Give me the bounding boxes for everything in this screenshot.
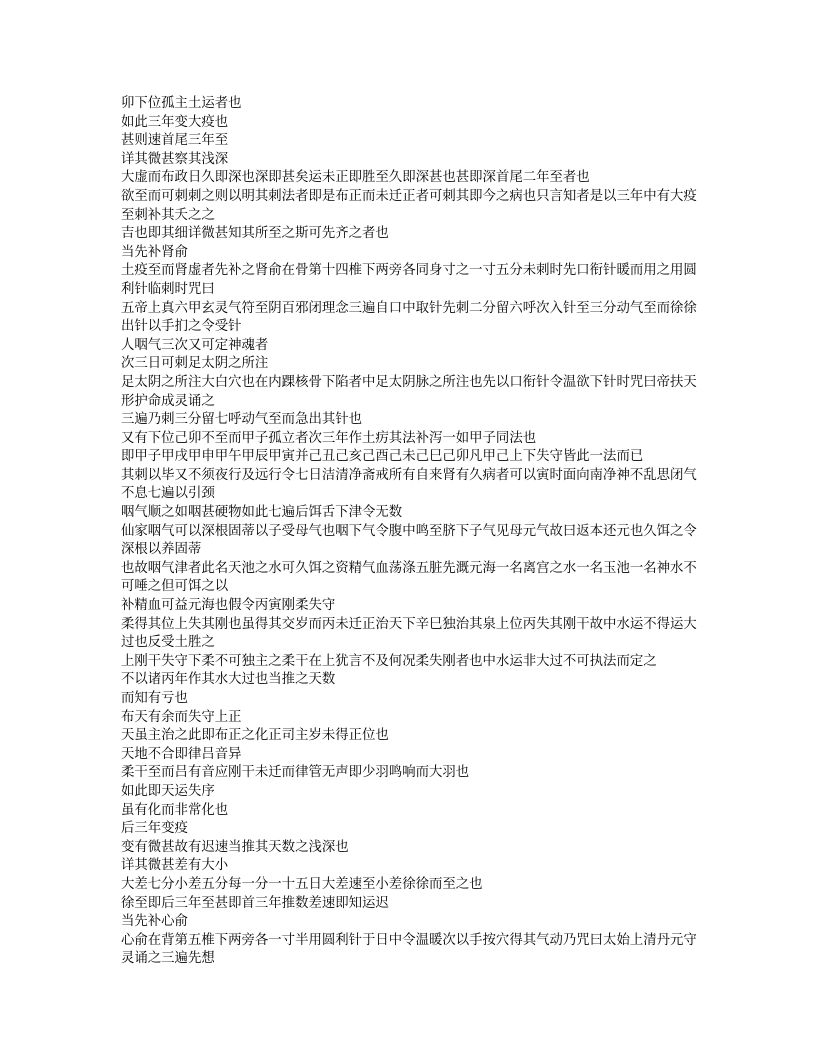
text-line: 变有微甚故有迟速当推其天数之浅深也 <box>121 839 349 855</box>
text-line: 柔得其位上失其刚也虽得其交岁而丙未迁正治天下辛巳独治其泉上位丙失其刚干故中水运不得运大过也反受土胜之 <box>121 616 697 651</box>
text-line: 虽有化而非常化也 <box>121 802 229 818</box>
text-line: 当先补心俞 <box>121 914 188 930</box>
text-line: 心俞在背第五椎下两旁各一寸半用圆利针于日中令温暖次以手按穴得其气动乃咒曰太始上清丹元守灵诵之三遍先想 <box>121 932 697 967</box>
text-line: 上刚干失守下柔不可独主之柔干在上犹言不及何况柔失刚者也中水运非大过不可执法而定之 <box>121 653 657 669</box>
text-line: 如此即天运失序 <box>121 783 215 799</box>
text-line: 足太阴之所注大白穴也在内踝核骨下陷者中足太阴脉之所注也先以口衔针令温欲下针时咒曰帝扶天形护命成灵诵之 <box>121 374 697 409</box>
text-line: 欲至而可刺刺之则以明其刺法者即是布正而未迁正者可刺其即今之病也只言知者是以三年中有大疫至刺补其夭之之 <box>121 188 697 223</box>
text-line: 补精血可益元海也假令丙寅刚柔失守 <box>121 598 336 614</box>
text-line: 布天有余而失守上正 <box>121 709 242 725</box>
text-line: 五帝上真六甲玄灵气符至阴百邪闭理念三遍自口中取针先刺二分留六呼次入针至三分动气至而徐徐出针以手扪之令受针 <box>121 300 697 335</box>
text-line: 即甲子甲戌甲申甲午甲辰甲寅并己丑己亥己酉己未己巳己卯凡甲己上下失守皆此一法而已 <box>121 449 644 465</box>
text-line: 详其微甚察其浅深 <box>121 151 229 167</box>
text-line: 徐至即后三年至甚即首三年推数差速即知运迟 <box>121 895 389 911</box>
text-line: 而知有亏也 <box>121 691 188 706</box>
text-line: 柔干至而吕有音应刚干未迁而律管无声即少羽鸣响而大羽也 <box>121 765 470 781</box>
text-line: 人咽气三次又可定神魂者 <box>121 337 269 353</box>
document-page <box>121 95 706 969</box>
text-line: 不以诸丙年作其水大过也当推之天数 <box>121 672 336 688</box>
text-line: 又有下位己卯不至而甲子孤立者次三年作土疠其法补泻一如甲子同法也 <box>121 430 537 446</box>
text-line: 也故咽气津者此名天池之水可久饵之资精气血荡涤五脏先溉元海一名离宫之水一名玉池一名神水不可唾之但可饵之以 <box>121 560 697 595</box>
text-line: 卯下位孤主土运者也 <box>121 96 242 111</box>
text-line: 当先补肾俞 <box>121 244 188 260</box>
text-line: 吉也即其细详微甚知其所至之斯可先齐之者也 <box>121 226 389 242</box>
text-line: 天地不合即律吕音异 <box>121 746 242 762</box>
text-line: 大差七分小差五分每一分一十五日大差速至小差徐徐而至之也 <box>121 876 483 892</box>
text-line: 大虚而布政日久即深也深即甚矣运未正即胜至久即深甚也甚即深首尾二年至者也 <box>121 170 590 186</box>
text-line: 咽气顺之如咽甚硬物如此七遍后饵舌下津令无数 <box>121 505 403 521</box>
text-line: 土疫至而肾虚者先补之肾俞在骨第十四椎下两旁各同身寸之一寸五分未刺时先口衔针暖而用之用圆利针临刺时咒曰 <box>121 263 697 297</box>
text-line: 三遍乃刺三分留七呼动气至而急出其针也 <box>121 412 363 428</box>
text-line: 后三年变疫 <box>121 821 188 837</box>
text-line: 次三日可刺足太阴之所注 <box>121 356 269 372</box>
text-line: 如此三年变大疫也 <box>121 114 229 130</box>
text-line: 其刺以毕又不须夜行及远行令七日洁清净斋戒所有自来肾有久病者可以寅时面向南净神不乱思闭气不息七遍以引颈 <box>121 467 697 502</box>
text-line: 仙家咽气可以深根固蒂以子受母气也咽下气令腹中鸣至脐下子气见母元气故曰返本还元也久饵之令深根以养固蒂 <box>121 523 697 558</box>
text-line: 甚则速首尾三年至 <box>121 133 229 149</box>
text-line: 天虽主治之此即布正之化正司主岁未得正位也 <box>121 728 389 744</box>
text-line: 详其微甚差有大小 <box>121 858 229 874</box>
